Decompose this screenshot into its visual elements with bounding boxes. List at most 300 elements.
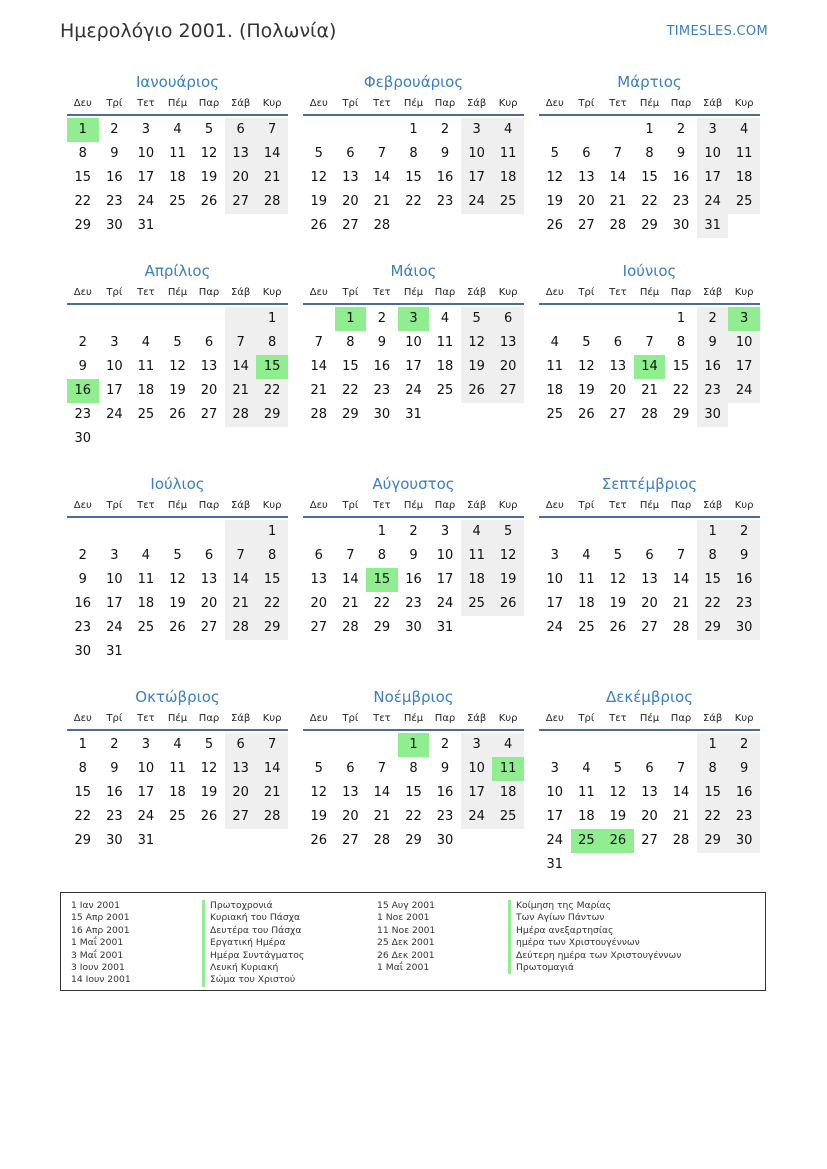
month-name: Ιούνιος [622, 262, 677, 280]
weekday-header [67, 94, 288, 116]
weekday-header [539, 283, 760, 305]
weekday-label: Τρί [578, 98, 595, 109]
empty-day [571, 733, 603, 757]
calendar-day: 30 [106, 833, 123, 848]
calendar-day: 24 [436, 596, 454, 611]
calendar-day: 18 [492, 166, 524, 190]
calendar-day: 7 [377, 761, 387, 776]
calendar-day: 26 [492, 592, 524, 616]
week-row [303, 733, 524, 757]
calendar-day: 7 [676, 548, 686, 563]
calendar-day: 29 [256, 403, 288, 427]
weekday-label: Τρί [342, 500, 359, 511]
week-row [539, 214, 760, 238]
calendar-day: 18 [169, 170, 186, 185]
calendar-day: 17 [697, 166, 729, 190]
week-row [539, 118, 760, 142]
weekday-label: Τρί [578, 500, 595, 511]
weekday-label: Πέμ [639, 500, 660, 511]
calendar-day: 30 [373, 407, 391, 422]
calendar-day: 21 [672, 809, 690, 824]
calendar-day: 13 [342, 170, 359, 185]
calendar-day: 13 [578, 170, 595, 185]
week-row [539, 733, 760, 757]
empty-day [461, 616, 493, 640]
weekday-header [539, 94, 760, 116]
weekday-label: Τετ [373, 500, 391, 511]
holiday-day: 25 [571, 829, 603, 853]
calendar-day: 9 [110, 761, 119, 776]
month-name: Ιανουάριος [135, 73, 219, 91]
calendar-day: 19 [169, 596, 186, 611]
calendar-day: 8 [346, 335, 355, 350]
calendar-day: 31 [436, 620, 454, 635]
calendar-day: 27 [200, 407, 218, 422]
weekday-label: Σάβ [466, 713, 487, 724]
calendar-day: 9 [728, 757, 760, 781]
week-row [67, 307, 288, 331]
calendar-day: 27 [200, 620, 218, 635]
calendar-day: 4 [440, 311, 450, 326]
calendar-day: 10 [546, 572, 564, 587]
holiday-legend [60, 892, 766, 991]
week-row [303, 214, 524, 238]
week-row [303, 331, 524, 355]
empty-day [697, 853, 729, 877]
calendar-day: 6 [225, 733, 257, 757]
calendar-day: 24 [697, 190, 729, 214]
calendar-day: 26 [546, 218, 564, 233]
days-grid [539, 118, 760, 238]
calendar-day: 6 [204, 548, 214, 563]
empty-day [162, 214, 194, 238]
weekday-header [303, 709, 524, 731]
month-calendar [539, 685, 760, 877]
days-grid [539, 307, 760, 427]
calendar-day: 25 [137, 407, 155, 422]
empty-day [130, 640, 162, 664]
weekday-label: Τετ [609, 98, 627, 109]
holiday-date: 11 Νοε 2001 [377, 924, 436, 936]
empty-day [492, 829, 524, 853]
calendar-day: 4 [728, 118, 760, 142]
calendar-day: 21 [672, 596, 690, 611]
calendar-day: 24 [137, 809, 155, 824]
weekday-label: Πέμ [639, 713, 660, 724]
month-name: Νοέμβριος [373, 688, 454, 706]
calendar-day: 23 [436, 194, 454, 209]
empty-day [461, 829, 493, 853]
calendar-day: 29 [697, 616, 729, 640]
calendar-day: 22 [697, 592, 729, 616]
calendar-day: 2 [440, 122, 450, 137]
calendar-day: 14 [609, 170, 627, 185]
empty-day [665, 733, 697, 757]
calendar-day: 19 [200, 170, 218, 185]
calendar-day: 4 [582, 761, 591, 776]
weekday-label: Πέμ [403, 713, 424, 724]
calendar-day: 26 [310, 833, 328, 848]
calendar-day: 31 [106, 644, 123, 659]
weekday-label: Παρ [434, 98, 456, 109]
calendar-day: 14 [373, 785, 391, 800]
weekday-label: Παρ [670, 500, 692, 511]
holiday-date: 15 Απρ 2001 [71, 912, 130, 924]
weekday-label: Σάβ [702, 98, 723, 109]
empty-day [303, 733, 335, 757]
calendar-day: 20 [641, 596, 658, 611]
brand-link[interactable]: TIMESLES.COM [666, 24, 768, 39]
week-row [539, 853, 760, 877]
week-row [303, 544, 524, 568]
calendar-day: 16 [697, 355, 729, 379]
calendar-day: 3 [440, 524, 450, 539]
empty-day [366, 118, 398, 142]
calendar-day: 25 [461, 592, 493, 616]
month-calendar [303, 259, 524, 427]
month-calendar [303, 685, 524, 853]
calendar-day: 17 [546, 809, 564, 824]
empty-day [256, 427, 288, 451]
week-row [67, 142, 288, 166]
calendar-day: 14 [256, 757, 288, 781]
calendar-day: 18 [169, 785, 186, 800]
weekday-label: Κυρ [498, 98, 518, 109]
weekday-label: Κυρ [498, 713, 518, 724]
calendar-day: 18 [546, 383, 564, 398]
calendar-day: 7 [314, 335, 323, 350]
calendar-day: 1 [676, 311, 686, 326]
calendar-day: 27 [578, 218, 595, 233]
holiday-day: 15 [366, 568, 398, 592]
calendar-day: 5 [204, 737, 214, 752]
calendar-day: 14 [672, 785, 690, 800]
calendar-day: 14 [672, 572, 690, 587]
calendar-day: 13 [225, 757, 257, 781]
week-row [539, 520, 760, 544]
empty-day [571, 118, 603, 142]
calendar-day: 3 [461, 733, 493, 757]
weekday-header [67, 496, 288, 518]
calendar-day: 5 [314, 761, 323, 776]
calendar-day: 4 [141, 335, 151, 350]
calendar-day: 8 [256, 544, 288, 568]
calendar-day: 24 [546, 833, 564, 848]
calendar-day: 2 [728, 733, 760, 757]
empty-day [665, 853, 697, 877]
weekday-label: Σάβ [702, 500, 723, 511]
weekday-label: Τρί [106, 713, 123, 724]
weekday-label: Δευ [545, 713, 564, 724]
calendar-day: 4 [550, 335, 559, 350]
month-calendar [303, 472, 524, 640]
weekday-label: Τρί [106, 98, 123, 109]
weekday-header [303, 283, 524, 305]
calendar-day: 3 [141, 122, 151, 137]
calendar-day: 11 [169, 146, 186, 161]
calendar-day: 28 [373, 833, 391, 848]
week-row [67, 118, 288, 142]
weekday-header [539, 709, 760, 731]
holiday-name: Σώμα του Χριστού [202, 974, 304, 986]
weekday-label: Δευ [73, 98, 92, 109]
page-title: Ημερολόγιο 2001. (Πολωνία) [60, 20, 337, 42]
calendar-day: 23 [436, 809, 454, 824]
calendar-day: 25 [728, 190, 760, 214]
empty-day [130, 307, 162, 331]
calendar-day: 28 [373, 218, 391, 233]
calendar-day: 6 [492, 307, 524, 331]
calendar-day: 28 [225, 403, 257, 427]
calendar-day: 1 [697, 520, 729, 544]
holiday-date: 14 Ιουν 2001 [71, 974, 131, 986]
calendar-day: 13 [609, 359, 627, 374]
calendar-day: 20 [200, 596, 218, 611]
calendar-day: 25 [546, 407, 564, 422]
calendar-day: 2 [110, 122, 119, 137]
calendar-day: 20 [641, 809, 658, 824]
calendar-day: 20 [578, 194, 595, 209]
week-row [303, 166, 524, 190]
holiday-day: 1 [398, 733, 430, 757]
calendar-day: 1 [256, 307, 288, 331]
calendar-day: 25 [492, 805, 524, 829]
weekday-label: Δευ [309, 500, 328, 511]
weekday-label: Πέμ [639, 287, 660, 298]
weekday-label: Τρί [342, 98, 359, 109]
calendar-day: 3 [110, 335, 119, 350]
calendar-day: 27 [225, 190, 257, 214]
calendar-day: 7 [346, 548, 355, 563]
calendar-day: 8 [676, 335, 686, 350]
calendar-day: 26 [169, 407, 186, 422]
calendar-day: 11 [461, 544, 493, 568]
holiday-name: Κοίμηση της Μαρίας [508, 900, 681, 912]
calendar-day: 12 [546, 170, 564, 185]
empty-day [67, 307, 99, 331]
weekday-label: Κυρ [734, 287, 754, 298]
calendar-day: 27 [310, 620, 328, 635]
days-grid [539, 733, 760, 877]
empty-day [225, 214, 257, 238]
calendar-day: 21 [373, 809, 391, 824]
empty-day [728, 403, 760, 427]
weekday-label: Σάβ [230, 98, 251, 109]
calendar-day: 26 [200, 194, 218, 209]
calendar-day: 10 [405, 335, 422, 350]
calendar-day: 24 [461, 805, 493, 829]
weekday-label: Τετ [137, 713, 155, 724]
calendar-day: 9 [697, 331, 729, 355]
calendar-day: 30 [74, 644, 92, 659]
calendar-day: 24 [546, 620, 564, 635]
holiday-name: Πρωτομαγιά [508, 962, 681, 974]
holiday-date: 26 Δεκ 2001 [377, 949, 435, 961]
calendar-day: 14 [342, 572, 359, 587]
calendar-day: 8 [697, 544, 729, 568]
empty-day [634, 733, 666, 757]
empty-day [162, 427, 194, 451]
holiday-name: Κυριακή του Πάσχα [202, 912, 304, 924]
calendar-day: 15 [74, 170, 92, 185]
calendar-day: 3 [550, 761, 559, 776]
empty-day [225, 520, 257, 544]
calendar-day: 10 [461, 142, 493, 166]
week-row [539, 829, 760, 853]
empty-day [539, 520, 571, 544]
calendar-day: 15 [672, 359, 690, 374]
calendar-day: 31 [137, 218, 155, 233]
calendar-day: 9 [440, 761, 450, 776]
calendar-day: 2 [78, 335, 87, 350]
month-calendar [539, 70, 760, 238]
weekday-label: Τετ [373, 713, 391, 724]
weekday-label: Πέμ [167, 287, 188, 298]
calendar-day: 2 [409, 524, 418, 539]
calendar-day: 6 [613, 335, 623, 350]
calendar-day: 19 [609, 809, 627, 824]
calendar-day: 19 [578, 383, 595, 398]
holiday-date: 3 Ιουν 2001 [71, 961, 125, 973]
week-row [67, 781, 288, 805]
holiday-name: Δεύτερη ημέρα των Χριστουγέννων [508, 950, 681, 962]
calendar-day: 9 [728, 544, 760, 568]
month-calendar [539, 472, 760, 640]
calendar-day: 2 [676, 122, 686, 137]
calendar-day: 18 [728, 166, 760, 190]
empty-day [602, 118, 634, 142]
weekday-label: Παρ [198, 98, 220, 109]
days-grid [539, 520, 760, 640]
calendar-day: 17 [106, 596, 123, 611]
calendar-day: 22 [74, 194, 92, 209]
holiday-name: Ημέρα Συντάγματος [202, 950, 304, 962]
weekday-label: Σάβ [230, 713, 251, 724]
calendar-day: 2 [728, 520, 760, 544]
holiday-date: 3 Μαΐ 2001 [71, 949, 124, 961]
empty-day [193, 829, 225, 853]
calendar-day: 2 [110, 737, 119, 752]
holiday-date: 1 Μαΐ 2001 [71, 937, 124, 949]
calendar-day: 8 [78, 761, 87, 776]
calendar-day: 6 [346, 761, 355, 776]
days-grid [67, 520, 288, 664]
week-row [539, 805, 760, 829]
week-row [539, 544, 760, 568]
calendar-day: 17 [405, 359, 422, 374]
week-row [67, 733, 288, 757]
calendar-day: 4 [173, 122, 182, 137]
week-row [539, 781, 760, 805]
calendar-day: 23 [74, 407, 92, 422]
month-calendar [67, 472, 288, 664]
week-row [67, 592, 288, 616]
holiday-date: 16 Απρ 2001 [71, 924, 130, 936]
calendar-day: 25 [492, 190, 524, 214]
empty-day [303, 307, 335, 331]
calendar-day: 24 [137, 194, 155, 209]
weekday-label: Παρ [198, 500, 220, 511]
month-name: Δεκέμβριος [605, 688, 693, 706]
holiday-date: 1 Μαΐ 2001 [377, 961, 430, 973]
calendar-day: 24 [106, 620, 123, 635]
calendar-day: 21 [373, 194, 391, 209]
calendar-day: 26 [609, 620, 627, 635]
calendar-day: 7 [377, 146, 387, 161]
calendar-day: 16 [436, 785, 454, 800]
empty-day [99, 427, 131, 451]
calendar-day: 9 [409, 548, 418, 563]
empty-day [571, 520, 603, 544]
weekday-label: Παρ [670, 287, 692, 298]
calendar-day: 23 [672, 194, 690, 209]
calendar-day: 16 [405, 572, 422, 587]
weekday-label: Τετ [137, 287, 155, 298]
calendar-day: 14 [256, 142, 288, 166]
calendar-day: 30 [436, 833, 454, 848]
calendar-day: 13 [342, 785, 359, 800]
calendar-day: 13 [225, 142, 257, 166]
calendar-day: 6 [645, 548, 654, 563]
calendar-day: 20 [609, 383, 627, 398]
calendar-day: 3 [697, 118, 729, 142]
holiday-name: ημέρα των Χριστουγέννων [508, 937, 681, 949]
week-row [303, 520, 524, 544]
holiday-date: 1 Ιαν 2001 [71, 900, 120, 911]
weekday-label: Τετ [373, 287, 391, 298]
calendar-day: 27 [609, 407, 627, 422]
week-row [67, 829, 288, 853]
calendar-day: 20 [200, 383, 218, 398]
weekday-label: Σάβ [466, 500, 487, 511]
empty-day [130, 520, 162, 544]
weekday-label: Δευ [545, 500, 564, 511]
calendar-day: 5 [173, 548, 182, 563]
calendar-day: 26 [169, 620, 186, 635]
calendar-day: 6 [346, 146, 355, 161]
calendar-day: 12 [310, 170, 328, 185]
month-name: Ιούλιος [150, 475, 205, 493]
header [60, 18, 768, 48]
calendar-day: 20 [225, 166, 257, 190]
empty-day [225, 307, 257, 331]
calendar-day: 5 [613, 548, 623, 563]
calendar-day: 11 [137, 359, 155, 374]
empty-day [461, 214, 493, 238]
month-calendar [67, 685, 288, 853]
calendar-day: 17 [546, 596, 564, 611]
calendar-day: 17 [137, 170, 155, 185]
calendar-day: 19 [310, 194, 328, 209]
week-row [303, 403, 524, 427]
empty-day [429, 214, 461, 238]
empty-day [602, 520, 634, 544]
weekday-label: Πέμ [167, 98, 188, 109]
calendar-day: 7 [225, 544, 257, 568]
holiday-date: 1 Νοε 2001 [377, 912, 430, 924]
week-row [67, 805, 288, 829]
holiday-day: 1 [335, 307, 367, 331]
weekday-header [303, 496, 524, 518]
calendar-day: 7 [645, 335, 654, 350]
calendar-day: 24 [461, 190, 493, 214]
empty-day [193, 520, 225, 544]
empty-day [335, 520, 367, 544]
calendar-day: 18 [137, 383, 155, 398]
week-row [539, 142, 760, 166]
week-row [303, 829, 524, 853]
calendar-day: 13 [200, 359, 218, 374]
